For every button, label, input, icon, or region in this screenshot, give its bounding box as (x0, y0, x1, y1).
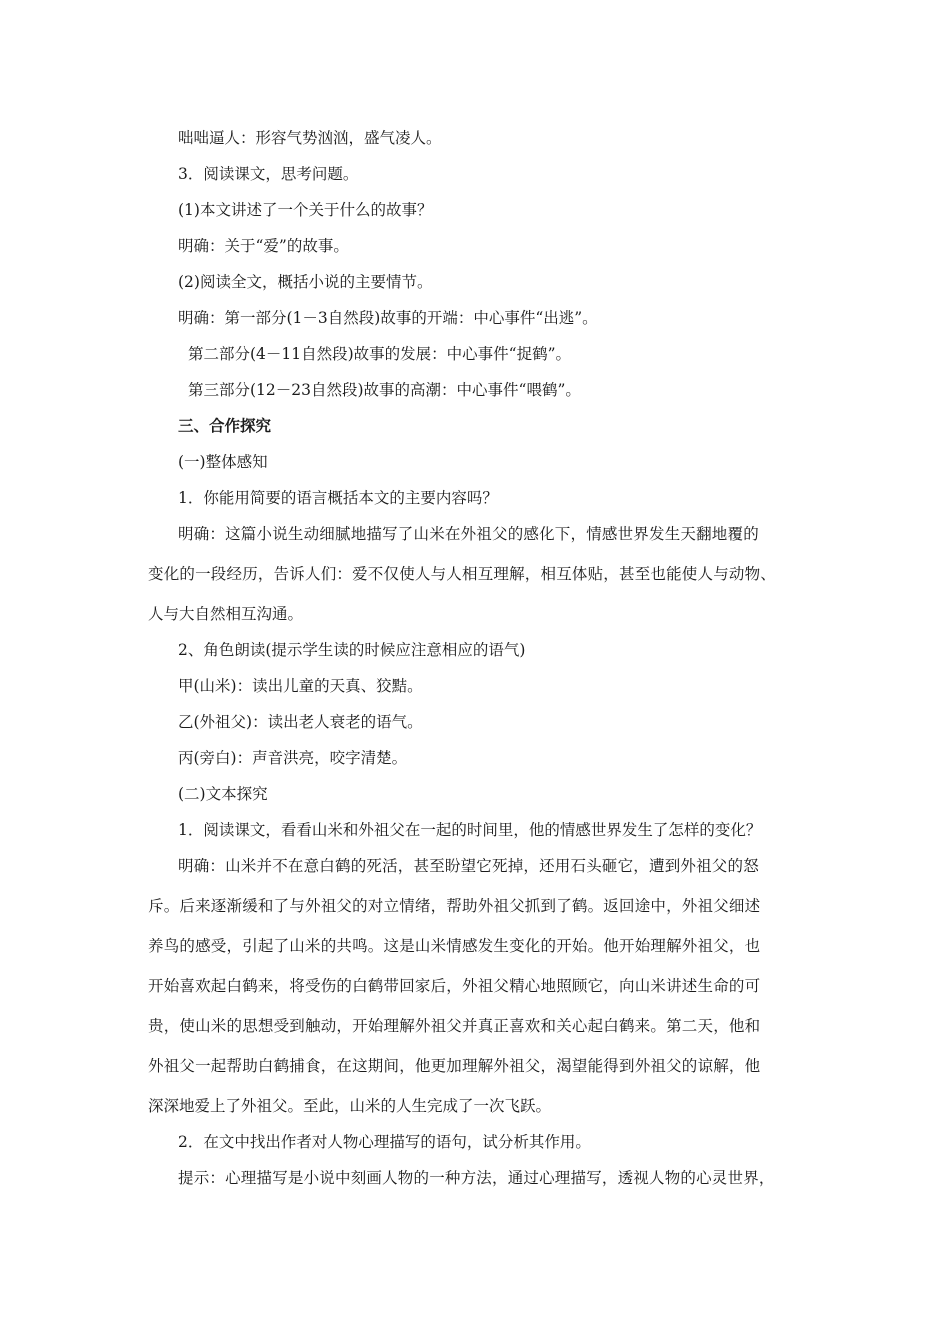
text-line: 贵，使山米的思想受到触动，开始理解外祖父并真正喜欢和关心起白鹤来。第二天，他和 (148, 1017, 761, 1035)
text-line: 第二部分(4－11自然段)故事的发展：中心事件“捉鹤”。 (188, 345, 572, 363)
subsection-heading: (一)整体感知 (178, 453, 268, 471)
text-line: 明确：第一部分(1－3自然段)故事的开端：中心事件“出逃”。 (178, 309, 598, 327)
text-line: 1．你能用简要的语言概括本文的主要内容吗？ (178, 489, 498, 507)
subsection-heading: (二)文本探究 (178, 785, 268, 803)
text-line: 第三部分(12－23自然段)故事的高潮：中心事件“喂鹤”。 (188, 381, 581, 399)
text-line: 2．在文中找出作者对人物心理描写的语句，试分析其作用。 (178, 1133, 591, 1151)
text-line: 提示：心理描写是小说中刻画人物的一种方法，通过心理描写，透视人物的心灵世界， (178, 1169, 775, 1187)
text-line: 明确：山米并不在意白鹤的死活，甚至盼望它死掉，还用石头砸它，遭到外祖父的怒 (178, 857, 759, 875)
text-line: 养鸟的感受，引起了山米的共鸣。这是山米情感发生变化的开始。他开始理解外祖父，也 (148, 937, 761, 955)
text-line: 人与大自然相互沟通。 (148, 605, 304, 623)
text-line: (2)阅读全文，概括小说的主要情节。 (178, 273, 433, 291)
text-line: 外祖父一起帮助白鹤捕食，在这期间，他更加理解外祖父，渴望能得到外祖父的谅解，他 (148, 1057, 761, 1075)
text-line: 乙(外祖父)：读出老人衰老的语气。 (178, 713, 423, 731)
text-line: 1．阅读课文，看看山米和外祖父在一起的时间里，他的情感世界发生了怎样的变化？ (178, 821, 762, 839)
section-heading: 三、合作探究 (178, 416, 272, 435)
text-line: 2、角色朗读(提示学生读的时候应注意相应的语气) (178, 641, 526, 659)
text-line: 咄咄逼人：形容气势汹汹，盛气凌人。 (178, 129, 442, 147)
text-line: 3．阅读课文，思考问题。 (178, 165, 359, 183)
text-line: 变化的一段经历，告诉人们：爱不仅使人与人相互理解，相互体贴，甚至也能使人与动物、 (148, 565, 777, 583)
text-line: 开始喜欢起白鹤来，将受伤的白鹤带回家后，外祖父精心地照顾它，向山米讲述生命的可 (148, 977, 761, 995)
text-line: 丙(旁白)：声音洪亮，咬字清楚。 (178, 749, 408, 767)
text-line: 斥。后来逐渐缓和了与外祖父的对立情绪，帮助外祖父抓到了鹤。返回途中，外祖父细述 (148, 897, 761, 915)
text-line: 明确：这篇小说生动细腻地描写了山米在外祖父的感化下，情感世界发生天翻地覆的 (178, 525, 759, 543)
text-line: 甲(山米)：读出儿童的天真、狡黠。 (178, 677, 423, 695)
text-line: 深深地爱上了外祖父。至此，山米的人生完成了一次飞跃。 (148, 1097, 552, 1115)
text-line: 明确：关于“爱”的故事。 (178, 237, 349, 255)
text-line: (1)本文讲述了一个关于什么的故事？ (178, 201, 433, 219)
